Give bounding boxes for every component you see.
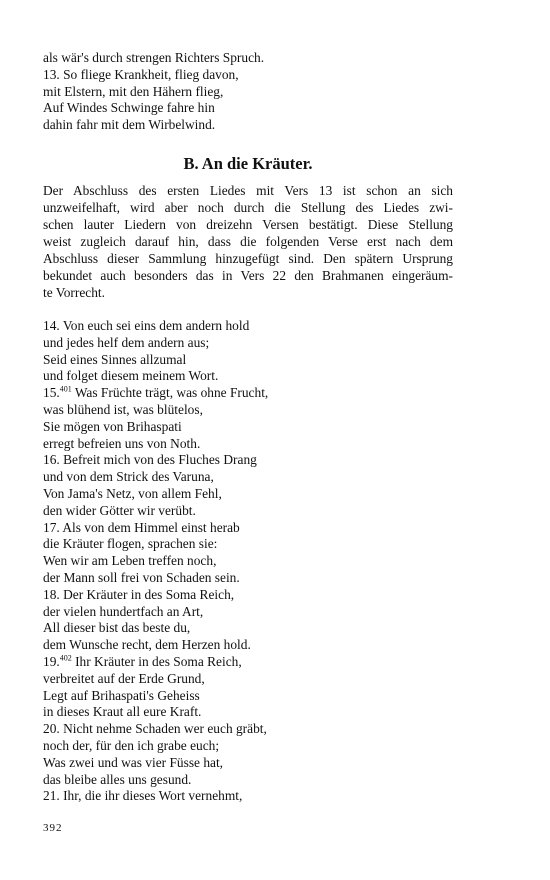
- footnote-marker[interactable]: 401: [59, 384, 72, 394]
- prose-line: weist zugleich darauf hin, dass die folgenden Verse erst nach dem: [43, 233, 453, 249]
- verse-line: mit Elstern, mit den Hähern flieg,: [43, 83, 224, 99]
- section-heading: B. An die Kräuter.: [183, 153, 313, 173]
- verse-line: Auf Windes Schwinge fahre hin: [43, 100, 215, 116]
- top-verses: [43, 50, 453, 134]
- verse-line: und folget diesem meinem Wort.: [43, 368, 219, 384]
- verse-line: die Kräuter flogen, sprachen sie:: [43, 536, 218, 552]
- verse-number: 19.: [43, 653, 60, 669]
- verse-line: als wär's durch strengen Richters Spruch.: [43, 50, 265, 65]
- verse-line: All dieser bist das beste du,: [43, 620, 191, 636]
- verse-number: 15.: [43, 385, 60, 401]
- verse-line: erregt befreien uns von Noth.: [43, 435, 201, 451]
- footnote-marker[interactable]: 402: [59, 653, 72, 663]
- verse-line: der vielen hundertfach an Art,: [43, 603, 204, 619]
- prose-line: schen lauter Liedern von dreizehn Versen bestätigt. Diese Stellung: [43, 216, 453, 232]
- verse-line: dem Wunsche recht, dem Herzen hold.: [43, 637, 251, 653]
- prose-line: Abschluss dieser Sammlung hinzugefügt sind. Den spätern Ursprung: [43, 250, 453, 266]
- verse-line: den wider Götter wir verübt.: [43, 502, 196, 518]
- verse-line: was blühend ist, was blütelos,: [43, 401, 203, 417]
- verse-line: der Mann soll frei von Schaden sein.: [43, 569, 240, 585]
- verse-line: 18. Der Kräuter in des Soma Reich,: [43, 586, 235, 602]
- verse-line: Sie mögen von Brihaspati: [43, 418, 182, 434]
- verse-line: dahin fahr mit dem Wirbelwind.: [43, 117, 216, 133]
- verse-line: Wen wir am Leben treffen noch,: [43, 553, 217, 569]
- verse-line: 13. So fliege Krankheit, flieg davon,: [43, 66, 239, 82]
- verse-line: das bleibe alles uns gesund.: [43, 771, 192, 787]
- verse-line: Was zwei und was vier Füsse hat,: [43, 754, 224, 770]
- verse-line: 20. Nicht nehme Schaden wer euch gräbt,: [43, 721, 267, 737]
- verse-text: Was Früchte trägt, was ohne Frucht,: [71, 385, 269, 401]
- verse-line: 16. Befreit mich von des Fluches Drang: [43, 452, 257, 468]
- prose-line: unzweifelhaft, wird aber noch durch die Stellung des Liedes zwi-: [43, 199, 453, 215]
- page-number: 392: [43, 822, 63, 834]
- prose-line: bekundet auch besonders das in Vers 22 den Brahmanen eingeräum-: [43, 267, 453, 283]
- verse-line: und von dem Strick des Varuna,: [43, 469, 214, 485]
- verse-line: 21. Ihr, die ihr dieses Wort vernehmt,: [43, 788, 243, 804]
- verse-text: Ihr Kräuter in des Soma Reich,: [71, 653, 242, 669]
- prose-line: te Vorrecht.: [43, 284, 105, 300]
- verses-main: [43, 318, 453, 805]
- verse-line: Seid eines Sinnes allzumal: [43, 351, 187, 367]
- verse-line: Legt auf Brihaspati's Geheiss: [43, 687, 200, 703]
- verse-line-19: [43, 654, 453, 671]
- page-content: [43, 50, 453, 805]
- verse-line: 14. Von euch sei eins dem andern hold: [43, 317, 250, 333]
- verse-line-15: [43, 385, 453, 402]
- prose-paragraph: [43, 182, 453, 301]
- verse-line: Von Jama's Netz, von allem Fehl,: [43, 485, 222, 501]
- verse-line: in dieses Kraut all eure Kraft.: [43, 704, 202, 720]
- verse-line: noch der, für den ich grabe euch;: [43, 737, 220, 753]
- prose-line: Der Abschluss des ersten Liedes mit Vers 13 ist schon an sich: [43, 182, 453, 198]
- verse-line: verbreitet auf der Erde Grund,: [43, 670, 205, 686]
- verse-line: 17. Als von dem Himmel einst herab: [43, 519, 240, 535]
- verse-line: und jedes helf dem andern aus;: [43, 334, 210, 350]
